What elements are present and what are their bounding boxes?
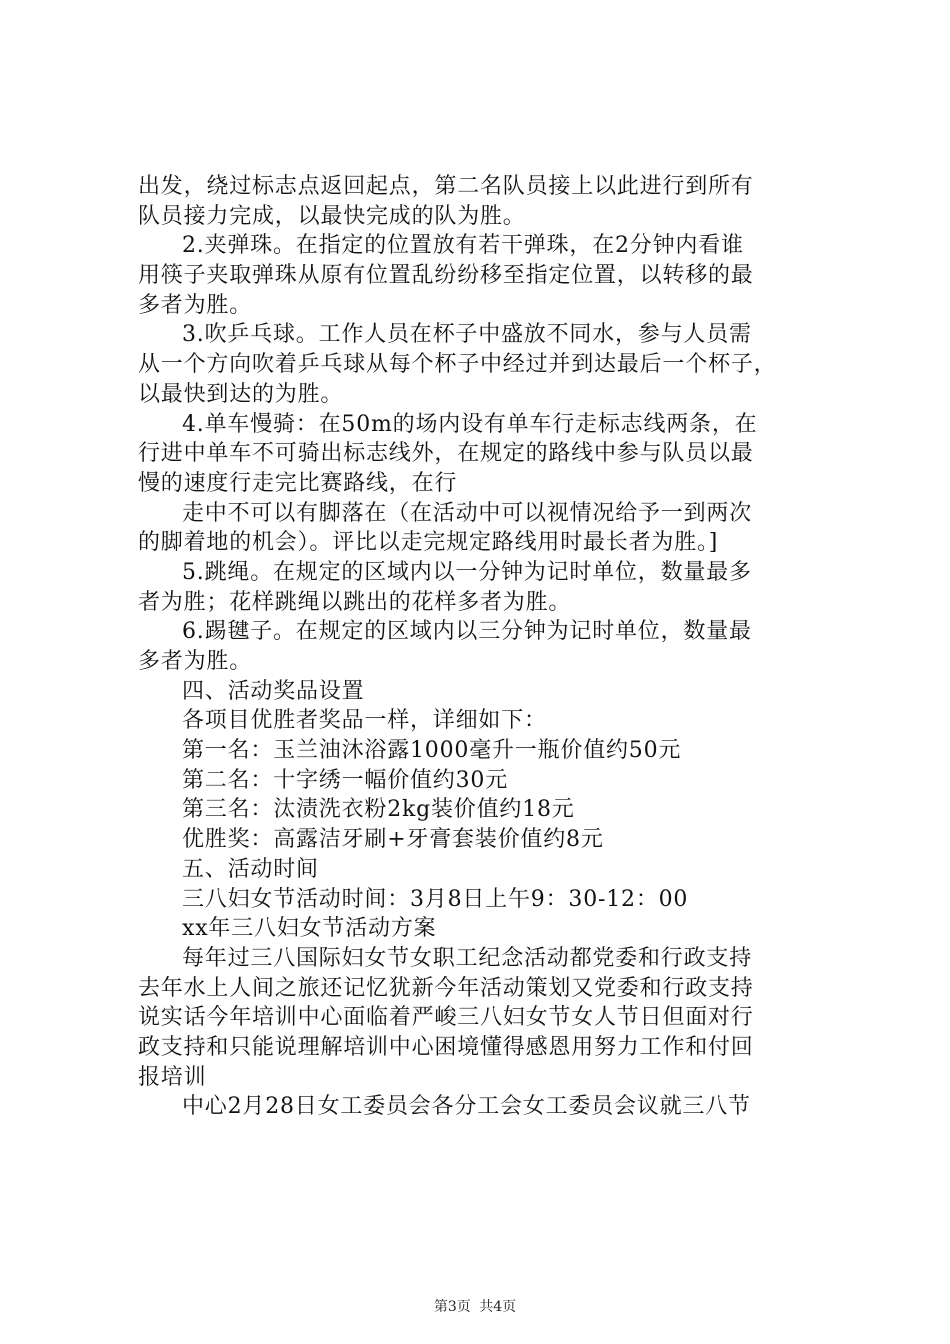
text-line: 多者为胜。 (138, 292, 253, 318)
text-line: 6.踢毽子。在规定的区域内以三分钟为记时单位，数量最 (182, 619, 752, 645)
text-line: 者为胜；花样跳绳以跳出的花样多者为胜。 (138, 589, 572, 615)
text-line: xx年三八妇女节活动方案 (182, 916, 437, 942)
text-line: 第三名：汰渍洗衣粉2kg装价值约18元 (182, 797, 575, 823)
page-total: 共4页 (479, 1299, 517, 1315)
text-line: 队员接力完成，以最快完成的队为胜。 (138, 203, 526, 229)
text-line: 3.吹乒乓球。工作人员在杯子中盛放不同水，参与人员需 (182, 322, 752, 348)
text-line: 优胜奖：高露洁牙刷+牙膏套装价值约8元 (182, 827, 604, 853)
text-line: 以最快到达的为胜。 (138, 381, 344, 407)
page-footer (0, 1296, 950, 1316)
text-line: 5.跳绳。在规定的区域内以一分钟为记时单位，数量最多 (182, 559, 752, 585)
text-line: 从一个方向吹着乒乓球从每个杯子中经过并到达最后一个杯子， (138, 352, 777, 378)
text-line: 政支持和只能说理解培训中心困境懂得感恩用努力工作和付回 (138, 1034, 754, 1060)
text-line: 三八妇女节活动时间：3月8日上午9：30-12：00 (182, 886, 689, 912)
text-line: 用筷子夹取弹珠从原有位置乱纷纷移至指定位置，以转移的最 (138, 263, 754, 289)
text-line: 说实话今年培训中心面临着严峻三八妇女节女人节日但面对行 (138, 1005, 754, 1031)
text-line: 每年过三八国际妇女节女职工纪念活动都党委和行政支持 (182, 945, 753, 971)
text-line: 四、活动奖品设置 (182, 678, 365, 704)
text-line: 报培训 (138, 1064, 207, 1090)
text-line: 第一名：玉兰油沐浴露1000毫升一瓶价值约50元 (182, 738, 682, 764)
text-line: 4.单车慢骑：在50m的场内设有单车行走标志线两条，在 (182, 411, 758, 437)
text-line: 出发，绕过标志点返回起点，第二名队员接上以此进行到所有 (138, 174, 754, 199)
text-line: 行进中单车不可骑出标志线外，在规定的路线中参与队员以最 (138, 441, 754, 467)
document-body (138, 172, 838, 1122)
text-line: 第二名：十字绣一幅价值约30元 (182, 767, 508, 793)
text-line: 慢的速度行走完比赛路线，在行 (138, 470, 458, 496)
text-line: 的脚着地的机会）。评比以走完规定路线用时最长者为胜。] (138, 530, 719, 556)
text-line: 走中不可以有脚落在（在活动中可以视情况给予一到两次 (182, 500, 753, 526)
page-number: 第3页 (433, 1299, 471, 1315)
text-line: 五、活动时间 (182, 856, 319, 882)
text-line: 多者为胜。 (138, 649, 253, 674)
text-line: 2.夹弹珠。在指定的位置放有若干弹珠，在2分钟内看谁 (182, 233, 744, 259)
text-line: 去年水上人间之旅还记忆犹新今年活动策划又党委和行政支持 (138, 975, 754, 1001)
text-line: 中心2月28日女工委员会各分工会女工委员会议就三八节 (182, 1094, 751, 1120)
text-line: 各项目优胜者奖品一样，详细如下： (182, 708, 547, 734)
